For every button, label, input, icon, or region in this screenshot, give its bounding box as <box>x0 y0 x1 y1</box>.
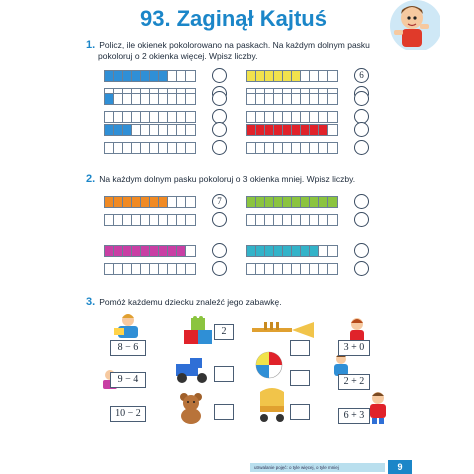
strip-cell[interactable] <box>310 71 319 81</box>
strip-cell[interactable] <box>274 197 283 207</box>
strip-cell[interactable] <box>141 112 150 122</box>
strip-cell[interactable] <box>292 112 301 122</box>
strip-cell[interactable] <box>132 94 141 104</box>
toy-answer-box-3[interactable] <box>214 404 234 420</box>
task1-top-strip-5[interactable] <box>104 124 196 136</box>
strip-cell[interactable] <box>168 197 177 207</box>
strip-cell[interactable] <box>123 197 132 207</box>
strip-cell[interactable] <box>319 94 328 104</box>
strip-cell[interactable] <box>150 112 159 122</box>
strip-cell[interactable] <box>247 112 256 122</box>
strip-cell[interactable] <box>141 215 150 225</box>
strip-cell[interactable] <box>319 264 328 274</box>
strip-cell[interactable] <box>150 143 159 153</box>
strip-cell[interactable] <box>283 71 292 81</box>
toy-tractor-icon <box>172 356 212 384</box>
task1-top-strip-2[interactable] <box>246 70 338 82</box>
strip-cell[interactable] <box>256 215 265 225</box>
strip-cell[interactable] <box>186 246 195 256</box>
strip-cell[interactable] <box>159 112 168 122</box>
strip-cell[interactable] <box>141 143 150 153</box>
strip-cell[interactable] <box>114 197 123 207</box>
task1-top-strip-6[interactable] <box>246 124 338 136</box>
strip-cell[interactable] <box>168 71 177 81</box>
strip-cell[interactable] <box>132 143 141 153</box>
task2-count-circle-top-1[interactable]: 7 <box>212 194 227 209</box>
strip-cell[interactable] <box>301 246 310 256</box>
strip-cell[interactable] <box>141 246 150 256</box>
strip-cell[interactable] <box>132 264 141 274</box>
task1-count-circle-top-1[interactable] <box>212 68 227 83</box>
task3-number: 3. <box>86 296 96 308</box>
strip-cell[interactable] <box>132 112 141 122</box>
strip-cell[interactable] <box>168 125 177 135</box>
strip-cell[interactable] <box>186 264 195 274</box>
task2-count-circle-top-3[interactable] <box>212 243 227 258</box>
task1-line2: pokoloruj o 2 okienka więcej. Wpisz liczby. <box>98 51 258 61</box>
left-expression-box-2[interactable]: 9 − 4 <box>110 372 146 388</box>
strip-cell[interactable] <box>186 125 195 135</box>
task2-number: 2. <box>86 173 96 185</box>
task2-top-strip-1[interactable] <box>104 196 196 208</box>
strip-cell[interactable] <box>114 215 123 225</box>
task2-bottom-strip-3[interactable] <box>104 263 196 275</box>
strip-cell[interactable] <box>159 215 168 225</box>
right-expression-box-3[interactable]: 6 + 3 <box>338 408 370 424</box>
strip-cell[interactable] <box>114 125 123 135</box>
task1-count-circle-top-4[interactable] <box>354 91 369 106</box>
strip-cell[interactable] <box>105 71 114 81</box>
strip-cell[interactable] <box>132 246 141 256</box>
strip-cell[interactable] <box>105 197 114 207</box>
strip-cell[interactable] <box>105 143 114 153</box>
left-expression-box-3[interactable]: 10 − 2 <box>110 406 146 422</box>
task1-number: 1. <box>86 39 96 51</box>
strip-cell[interactable] <box>177 71 186 81</box>
toy-answer-box-2[interactable] <box>214 366 234 382</box>
strip-cell[interactable] <box>177 143 186 153</box>
task1-bottom-strip-5[interactable] <box>104 142 196 154</box>
strip-cell[interactable] <box>292 215 301 225</box>
strip-cell[interactable] <box>292 125 301 135</box>
task2-bottom-strip-1[interactable] <box>104 214 196 226</box>
strip-cell[interactable] <box>283 112 292 122</box>
strip-cell[interactable] <box>186 143 195 153</box>
strip-cell[interactable] <box>114 71 123 81</box>
strip-cell[interactable] <box>319 143 328 153</box>
strip-cell[interactable] <box>186 215 195 225</box>
strip-cell[interactable] <box>265 143 274 153</box>
strip-cell[interactable] <box>256 264 265 274</box>
task1-bottom-strip-6[interactable] <box>246 142 338 154</box>
task2-bottom-strip-2[interactable] <box>246 214 338 226</box>
strip-cell[interactable] <box>186 94 195 104</box>
strip-cell[interactable] <box>283 215 292 225</box>
task1-count-circle-top-5[interactable] <box>212 122 227 137</box>
strip-cell[interactable] <box>319 71 328 81</box>
beach-ball-icon <box>254 350 284 380</box>
strip-cell[interactable] <box>283 246 292 256</box>
strip-cell[interactable] <box>132 215 141 225</box>
strip-cell[interactable] <box>265 94 274 104</box>
strip-cell[interactable] <box>301 215 310 225</box>
strip-cell[interactable] <box>292 143 301 153</box>
task2-count-circle-bottom-4[interactable] <box>354 261 369 276</box>
strip-cell[interactable] <box>247 71 256 81</box>
task1-top-strip-3[interactable] <box>104 93 196 105</box>
strip-cell[interactable] <box>168 112 177 122</box>
strip-cell[interactable] <box>150 94 159 104</box>
strip-cell[interactable] <box>247 143 256 153</box>
strip-cell[interactable] <box>114 264 123 274</box>
strip-cell[interactable] <box>177 264 186 274</box>
strip-cell[interactable] <box>247 125 256 135</box>
strip-cell[interactable] <box>247 215 256 225</box>
strip-cell[interactable] <box>159 94 168 104</box>
strip-cell[interactable] <box>105 125 114 135</box>
strip-cell[interactable] <box>114 112 123 122</box>
task2-top-strip-4[interactable] <box>246 245 338 257</box>
task2-text: Na każdym dolnym pasku pokoloruj o 3 okienka mniej. Wpisz liczby. <box>99 174 356 184</box>
strip-cell[interactable] <box>132 125 141 135</box>
strip-cell[interactable] <box>265 246 274 256</box>
toy-answer-box-6[interactable] <box>290 404 310 420</box>
strip-cell[interactable] <box>114 246 123 256</box>
strip-cell[interactable] <box>256 94 265 104</box>
strip-cell[interactable] <box>283 197 292 207</box>
task2-count-circle-bottom-3[interactable] <box>212 261 227 276</box>
lesson-title: Zaginął Kajtuś <box>176 6 327 31</box>
strip-cell[interactable] <box>177 125 186 135</box>
strip-cell[interactable] <box>123 246 132 256</box>
strip-cell[interactable] <box>328 264 337 274</box>
strip-cell[interactable] <box>319 197 328 207</box>
strip-cell[interactable] <box>168 264 177 274</box>
strip-cell[interactable] <box>186 71 195 81</box>
footer-caption: utrwalanie pojęć: o tyle więcej, o tyle mniej <box>250 463 385 472</box>
doll-stroller-icon <box>256 386 288 424</box>
strip-cell[interactable] <box>141 264 150 274</box>
strip-cell[interactable] <box>141 125 150 135</box>
strip-cell[interactable] <box>283 143 292 153</box>
strip-cell[interactable] <box>150 264 159 274</box>
strip-cell[interactable] <box>301 94 310 104</box>
task1-count-circle-top-6[interactable] <box>354 122 369 137</box>
strip-cell[interactable] <box>123 143 132 153</box>
task1-count-circle-bottom-6[interactable] <box>354 140 369 155</box>
teddy-bear-icon <box>176 392 206 424</box>
strip-cell[interactable] <box>256 112 265 122</box>
strip-cell[interactable] <box>159 125 168 135</box>
task1-instructions <box>86 40 416 62</box>
building-blocks-icon <box>182 316 216 346</box>
toy-answer-box-4[interactable] <box>290 340 310 356</box>
strip-cell[interactable] <box>328 112 337 122</box>
strip-cell[interactable] <box>310 94 319 104</box>
strip-cell[interactable] <box>105 215 114 225</box>
strip-cell[interactable] <box>301 71 310 81</box>
toy-answer-box-5[interactable] <box>290 370 310 386</box>
strip-cell[interactable] <box>292 264 301 274</box>
strip-cell[interactable] <box>310 246 319 256</box>
toy-answer-box-1[interactable]: 2 <box>214 324 234 340</box>
strip-cell[interactable] <box>328 71 337 81</box>
strip-cell[interactable] <box>177 112 186 122</box>
strip-cell[interactable] <box>177 246 186 256</box>
strip-cell[interactable] <box>265 215 274 225</box>
strip-cell[interactable] <box>256 71 265 81</box>
page-footer <box>0 460 474 474</box>
task2-bottom-strip-4[interactable] <box>246 263 338 275</box>
strip-cell[interactable] <box>177 197 186 207</box>
strip-cell[interactable] <box>265 125 274 135</box>
strip-cell[interactable] <box>319 215 328 225</box>
task1-count-circle-top-3[interactable] <box>212 91 227 106</box>
strip-cell[interactable] <box>265 112 274 122</box>
strip-cell[interactable] <box>141 197 150 207</box>
strip-cell[interactable] <box>177 94 186 104</box>
strip-cell[interactable] <box>319 246 328 256</box>
right-expression-box-2[interactable]: 2 + 2 <box>338 374 370 390</box>
strip-cell[interactable] <box>301 112 310 122</box>
strip-cell[interactable] <box>168 143 177 153</box>
task2-count-circle-top-2[interactable] <box>354 194 369 209</box>
strip-cell[interactable] <box>328 94 337 104</box>
strip-cell[interactable] <box>159 246 168 256</box>
task1-count-circle-top-2[interactable]: 6 <box>354 68 369 83</box>
task1-count-circle-bottom-5[interactable] <box>212 140 227 155</box>
strip-cell[interactable] <box>274 264 283 274</box>
task2-instructions <box>86 174 416 185</box>
strip-cell[interactable] <box>114 143 123 153</box>
strip-cell[interactable] <box>265 197 274 207</box>
strip-cell[interactable] <box>274 71 283 81</box>
task3-text: Pomóż każdemu dziecku znaleźć jego zabawkę. <box>99 297 282 307</box>
page-title <box>140 6 360 36</box>
strip-cell[interactable] <box>283 264 292 274</box>
strip-cell[interactable] <box>301 143 310 153</box>
strip-cell[interactable] <box>256 125 265 135</box>
strip-cell[interactable] <box>319 125 328 135</box>
strip-cell[interactable] <box>310 143 319 153</box>
strip-cell[interactable] <box>105 264 114 274</box>
strip-cell[interactable] <box>310 112 319 122</box>
strip-cell[interactable] <box>310 125 319 135</box>
strip-cell[interactable] <box>159 264 168 274</box>
strip-cell[interactable] <box>132 71 141 81</box>
strip-cell[interactable] <box>150 215 159 225</box>
strip-cell[interactable] <box>123 215 132 225</box>
task1-bottom-strip-4[interactable] <box>246 111 338 123</box>
strip-cell[interactable] <box>247 264 256 274</box>
strip-cell[interactable] <box>186 112 195 122</box>
task1-line1: Policz, ile okienek pokolorowano na paskach. Na każdym dolnym pasku <box>99 40 370 50</box>
task3-instructions <box>86 297 416 308</box>
strip-cell[interactable] <box>132 197 141 207</box>
strip-cell[interactable] <box>123 71 132 81</box>
strip-cell[interactable] <box>328 125 337 135</box>
trumpet-icon <box>250 320 320 340</box>
strip-cell[interactable] <box>123 125 132 135</box>
strip-cell[interactable] <box>310 215 319 225</box>
task1-top-strip-1[interactable] <box>104 70 196 82</box>
page-number: 9 <box>388 460 412 474</box>
task2-count-circle-bottom-2[interactable] <box>354 212 369 227</box>
lesson-number: 93. <box>140 6 171 31</box>
strip-cell[interactable] <box>274 125 283 135</box>
strip-cell[interactable] <box>265 264 274 274</box>
strip-cell[interactable] <box>301 197 310 207</box>
strip-cell[interactable] <box>168 94 177 104</box>
strip-cell[interactable] <box>292 71 301 81</box>
strip-cell[interactable] <box>328 246 337 256</box>
strip-cell[interactable] <box>150 197 159 207</box>
strip-cell[interactable] <box>265 71 274 81</box>
strip-cell[interactable] <box>328 197 337 207</box>
strip-cell[interactable] <box>247 94 256 104</box>
strip-cell[interactable] <box>247 197 256 207</box>
strip-cell[interactable] <box>283 125 292 135</box>
left-expression-box-1[interactable]: 8 − 6 <box>110 340 146 356</box>
strip-cell[interactable] <box>168 246 177 256</box>
strip-cell[interactable] <box>274 112 283 122</box>
strip-cell[interactable] <box>105 94 114 104</box>
task2-top-strip-3[interactable] <box>104 245 196 257</box>
strip-cell[interactable] <box>123 94 132 104</box>
strip-cell[interactable] <box>274 246 283 256</box>
strip-cell[interactable] <box>177 215 186 225</box>
strip-cell[interactable] <box>310 197 319 207</box>
strip-cell[interactable] <box>292 197 301 207</box>
strip-cell[interactable] <box>274 143 283 153</box>
strip-cell[interactable] <box>150 71 159 81</box>
strip-cell[interactable] <box>292 246 301 256</box>
strip-cell[interactable] <box>301 125 310 135</box>
strip-cell[interactable] <box>328 215 337 225</box>
strip-cell[interactable] <box>247 246 256 256</box>
strip-cell[interactable] <box>274 215 283 225</box>
task2-top-strip-2[interactable] <box>246 196 338 208</box>
strip-cell[interactable] <box>150 125 159 135</box>
right-expression-box-1[interactable]: 3 + 0 <box>338 340 370 356</box>
strip-cell[interactable] <box>328 143 337 153</box>
task2-count-circle-bottom-1[interactable] <box>212 212 227 227</box>
task1-bottom-strip-3[interactable] <box>104 111 196 123</box>
strip-cell[interactable] <box>159 71 168 81</box>
strip-cell[interactable] <box>123 112 132 122</box>
strip-cell[interactable] <box>256 143 265 153</box>
strip-cell[interactable] <box>159 143 168 153</box>
strip-cell[interactable] <box>274 94 283 104</box>
strip-cell[interactable] <box>256 246 265 256</box>
strip-cell[interactable] <box>283 94 292 104</box>
strip-cell[interactable] <box>105 112 114 122</box>
strip-cell[interactable] <box>105 246 114 256</box>
strip-cell[interactable] <box>123 264 132 274</box>
strip-cell[interactable] <box>301 264 310 274</box>
task2-count-circle-top-4[interactable] <box>354 243 369 258</box>
strip-cell[interactable] <box>141 71 150 81</box>
strip-cell[interactable] <box>150 246 159 256</box>
child-with-book-illustration <box>110 312 146 340</box>
strip-cell[interactable] <box>319 112 328 122</box>
strip-cell[interactable] <box>141 94 150 104</box>
strip-cell[interactable] <box>186 197 195 207</box>
strip-cell[interactable] <box>114 94 123 104</box>
strip-cell[interactable] <box>168 215 177 225</box>
strip-cell[interactable] <box>159 197 168 207</box>
strip-cell[interactable] <box>292 94 301 104</box>
strip-cell[interactable] <box>256 197 265 207</box>
task1-top-strip-4[interactable] <box>246 93 338 105</box>
strip-cell[interactable] <box>310 264 319 274</box>
